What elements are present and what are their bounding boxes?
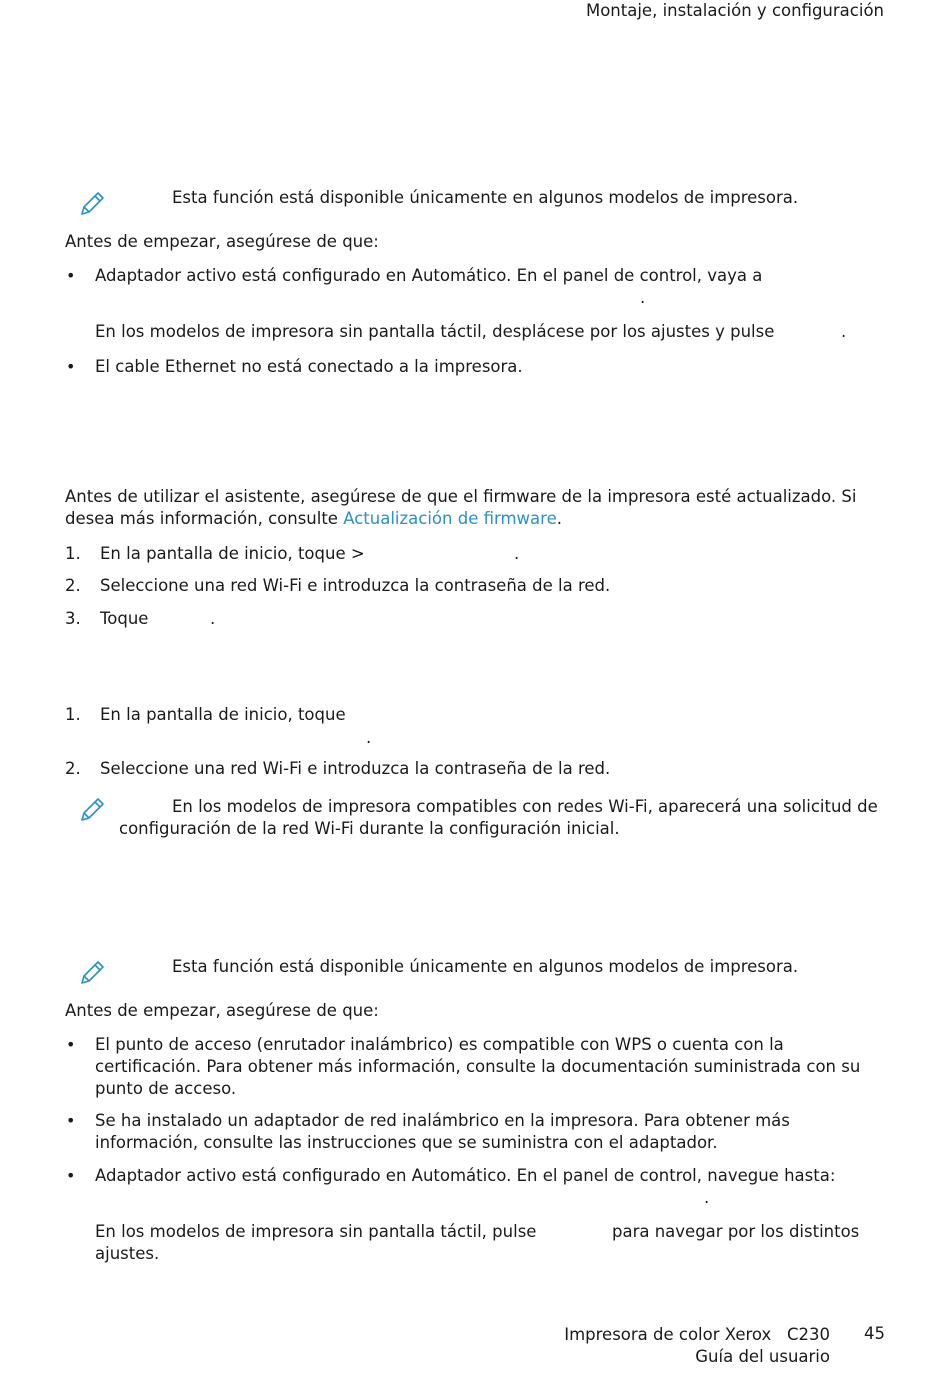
running-header: Montaje, instalación y configuración xyxy=(585,1,884,20)
step-text: En la pantalla de inicio, toque > xyxy=(100,544,365,563)
step-text: Seleccione una red Wi-Fi e introduzca la contraseña de la red. xyxy=(100,576,611,595)
bullet-marker: • xyxy=(66,266,76,285)
step-number: 3. xyxy=(65,609,81,628)
bullet-subtext: ajustes. xyxy=(95,1244,160,1263)
note-text: Esta función está disponible únicamente en algunos modelos de impresora. xyxy=(172,957,799,976)
bullet-subtext: para navegar por los distintos xyxy=(612,1222,860,1241)
bullet-text: Se ha instalado un adaptador de red inalámbrico en la impresora. Para obtener más información, consulte las instrucciones que se suministra con el adaptador. xyxy=(95,1111,790,1152)
note-text: En los modelos de impresora compatibles con redes Wi-Fi, aparecerá una solicitud de xyxy=(172,797,878,816)
step-number: 2. xyxy=(65,576,81,595)
step-text: En la pantalla de inicio, toque xyxy=(100,705,346,724)
bullet-subtext-period: . xyxy=(841,322,847,341)
bullet-marker: • xyxy=(66,1166,76,1185)
step-period: . xyxy=(366,728,372,747)
note-text: Esta función está disponible únicamente en algunos modelos de impresora. xyxy=(172,188,799,207)
bullet-marker: • xyxy=(66,1111,76,1130)
firmware-update-link[interactable]: Actualización de firmware xyxy=(343,509,557,528)
footer-product: Impresora de color Xerox C230 xyxy=(564,1325,830,1344)
bullet-period: . xyxy=(640,288,646,307)
bullet-text: Adaptador activo está configurado en Automático. En el panel de control, vaya a xyxy=(95,266,763,285)
bullet-marker: • xyxy=(66,1035,76,1054)
step-number: 1. xyxy=(65,705,81,724)
intro-text: Antes de empezar, asegúrese de que: xyxy=(65,232,379,251)
step-period: . xyxy=(210,609,216,628)
bullet-text: Adaptador activo está configurado en Automático. En el panel de control, navegue hasta: xyxy=(95,1166,836,1185)
bullet-text: El cable Ethernet no está conectado a la impresora. xyxy=(95,357,523,376)
footer-guide: Guía del usuario xyxy=(695,1347,830,1366)
pencil-icon xyxy=(77,957,107,987)
paragraph-line: Antes de utilizar el asistente, asegúrese de que el firmware de la impresora esté actualizado. Si xyxy=(65,487,857,506)
paragraph-period: . xyxy=(556,509,562,528)
page-number: 45 xyxy=(864,1324,885,1343)
bullet-subtext: En los modelos de impresora sin pantalla táctil, pulse xyxy=(95,1222,537,1241)
step-text: Seleccione una red Wi-Fi e introduzca la contraseña de la red. xyxy=(100,759,611,778)
step-number: 2. xyxy=(65,759,81,778)
step-text: Toque xyxy=(100,609,149,628)
bullet-marker: • xyxy=(66,357,76,376)
paragraph-text: desea más información, consulte xyxy=(65,509,344,528)
bullet-period: . xyxy=(704,1188,710,1207)
intro-text: Antes de empezar, asegúrese de que: xyxy=(65,1001,379,1020)
step-period: . xyxy=(514,544,520,563)
pencil-icon xyxy=(77,794,107,824)
step-number: 1. xyxy=(65,544,81,563)
note-text: configuración de la red Wi-Fi durante la configuración inicial. xyxy=(119,819,620,838)
paragraph-line xyxy=(65,508,562,530)
pencil-icon xyxy=(77,188,107,218)
bullet-subtext: En los modelos de impresora sin pantalla táctil, desplácese por los ajustes y pulse xyxy=(95,322,775,341)
bullet-text: El punto de acceso (enrutador inalámbrico) es compatible con WPS o cuenta con la certificación. Para obtener más información, consulte la documentación suministrada con su punto de acceso. xyxy=(95,1035,861,1098)
